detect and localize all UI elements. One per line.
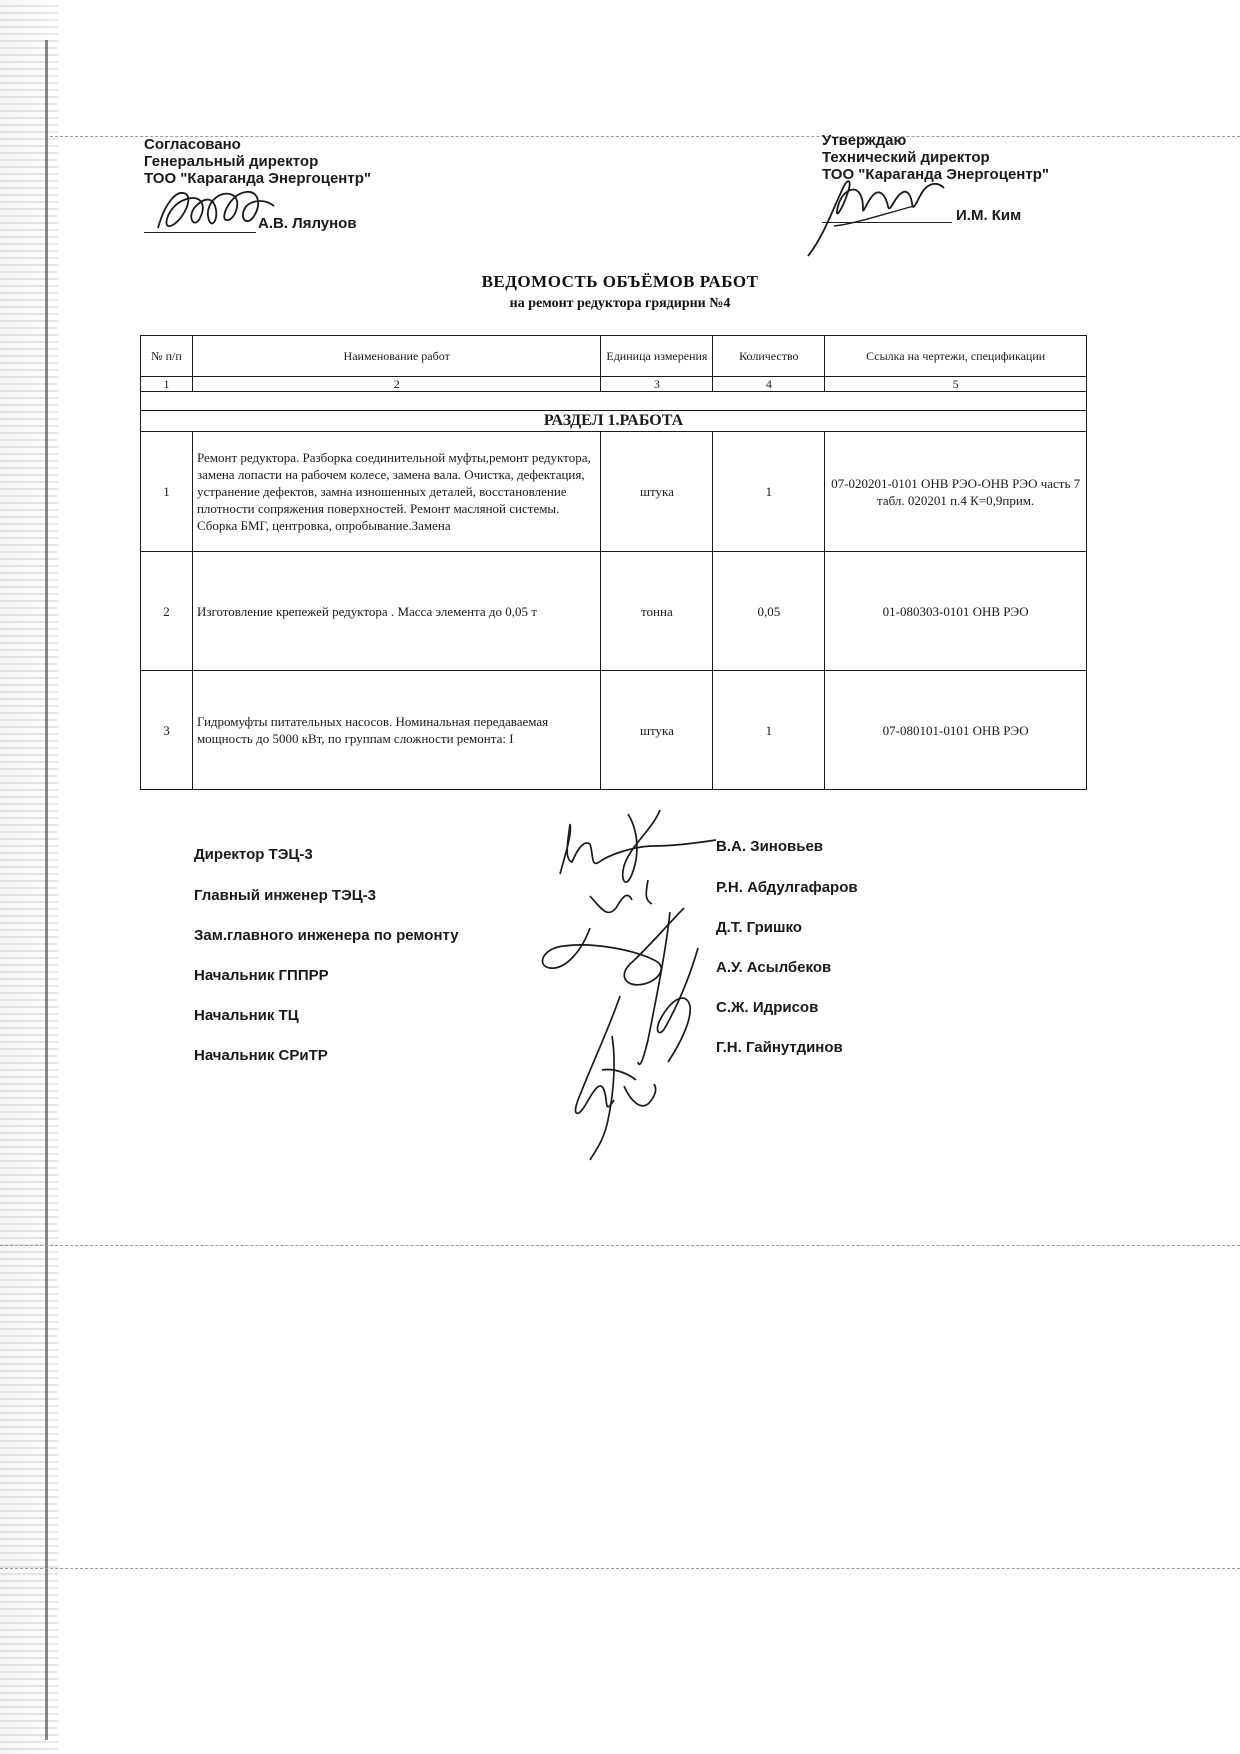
signatory-position: Начальник ТЦ — [194, 1007, 299, 1024]
scan-edge-bar — [45, 40, 48, 1740]
signature-lyalunov — [150, 176, 280, 238]
document-subtitle: на ремонт редуктора грядирни №4 — [509, 296, 731, 311]
table-row — [141, 432, 1087, 552]
row-quantity: 1 — [713, 671, 825, 790]
signatory-position: Главный инженер ТЭЦ-3 — [194, 887, 377, 904]
column-number: 5 — [825, 377, 1087, 392]
header-cell-unit: Единица измерения — [601, 336, 713, 377]
signatory-position: Директор ТЭЦ-3 — [194, 846, 313, 863]
signatory-name: Д.Т. Гришко — [716, 919, 802, 936]
approval-label: Согласовано — [144, 136, 241, 153]
document-title: ВЕДОМОСТЬ ОБЪЁМОВ РАБОТ — [481, 272, 759, 291]
signatory-name: В.А. Зиновьев — [716, 838, 824, 855]
signatory-name: С.Ж. Идрисов — [716, 999, 819, 1016]
row-quantity: 1 — [713, 432, 825, 552]
column-number: 4 — [713, 377, 825, 392]
scan-fold-line — [0, 1568, 1240, 1569]
column-number: 2 — [192, 377, 601, 392]
signature-kim — [804, 166, 964, 261]
signatory-position: Начальник СРиТР — [194, 1047, 328, 1064]
header-cell-ref: Ссылка на чертежи, спецификации — [825, 336, 1087, 377]
header-cell-name: Наименование работ — [192, 336, 601, 377]
spacer-row — [141, 392, 1087, 411]
column-number: 1 — [141, 377, 193, 392]
approval-org: ТОО "Караганда Энергоцентр" — [822, 166, 1049, 183]
table-header-row — [141, 336, 1087, 377]
approval-org: ТОО "Караганда Энергоцентр" — [144, 170, 371, 187]
row-number: 3 — [141, 671, 193, 790]
signatory-position: Начальник ГППРР — [194, 967, 329, 984]
scan-edge-noise — [0, 0, 58, 1754]
row-quantity: 0,05 — [713, 552, 825, 671]
signatory-position: Зам.главного инженера по ремонту — [194, 927, 459, 944]
signatory-name: Р.Н. Абдулгафаров — [716, 879, 858, 896]
table-row — [141, 671, 1087, 790]
row-reference: 07-080101-0101 ОНВ РЭО — [825, 671, 1087, 790]
approval-label: Утверждаю — [822, 132, 907, 149]
row-unit: штука — [601, 671, 713, 790]
row-unit: тонна — [601, 552, 713, 671]
row-reference: 01-080303-0101 ОНВ РЭО — [825, 552, 1087, 671]
row-reference: 07-020201-0101 ОНВ РЭО-ОНВ РЭО часть 7 табл. 020201 п.4 К=0,9прим. — [825, 432, 1087, 552]
signatures-cluster — [520, 800, 730, 1180]
column-number: 3 — [601, 377, 713, 392]
signatory-name: А.У. Асылбеков — [716, 959, 832, 976]
approval-name: И.М. Ким — [956, 207, 1022, 224]
row-description: Изготовление крепежей редуктора . Масса элемента до 0,05 т — [192, 552, 601, 671]
signatory-name: Г.Н. Гайнутдинов — [716, 1039, 843, 1056]
row-description: Ремонт редуктора. Разборка соединительной муфты,ремонт редуктора, замена лопасти на рабочем колесе, замена вала. Очистка, дефектация, устранение дефектов, замна изношенных деталей, восстановление плотности сопряжения поверхностей. Ремонт масляной системы. Сборка БМГ, центровка, опробывание.Замена — [192, 432, 601, 552]
row-number: 1 — [141, 432, 193, 552]
approval-position: Технический директор — [822, 149, 990, 166]
scan-fold-line — [0, 1245, 1240, 1246]
section-row — [141, 411, 1087, 432]
works-table — [140, 335, 1087, 790]
row-description: Гидромуфты питательных насосов. Номинальная передаваемая мощность до 5000 кВт, по группам сложности ремонта: I — [192, 671, 601, 790]
spacer-cell — [141, 392, 1087, 411]
section-heading: РАЗДЕЛ 1.РАБОТА — [141, 411, 1087, 432]
row-unit: штука — [601, 432, 713, 552]
column-number-row — [141, 377, 1087, 392]
row-number: 2 — [141, 552, 193, 671]
header-cell-num: № п/п — [141, 336, 193, 377]
approval-name: А.В. Лялунов — [258, 215, 357, 232]
table-row — [141, 552, 1087, 671]
approval-position: Генеральный директор — [144, 153, 319, 170]
header-cell-qty: Количество — [713, 336, 825, 377]
